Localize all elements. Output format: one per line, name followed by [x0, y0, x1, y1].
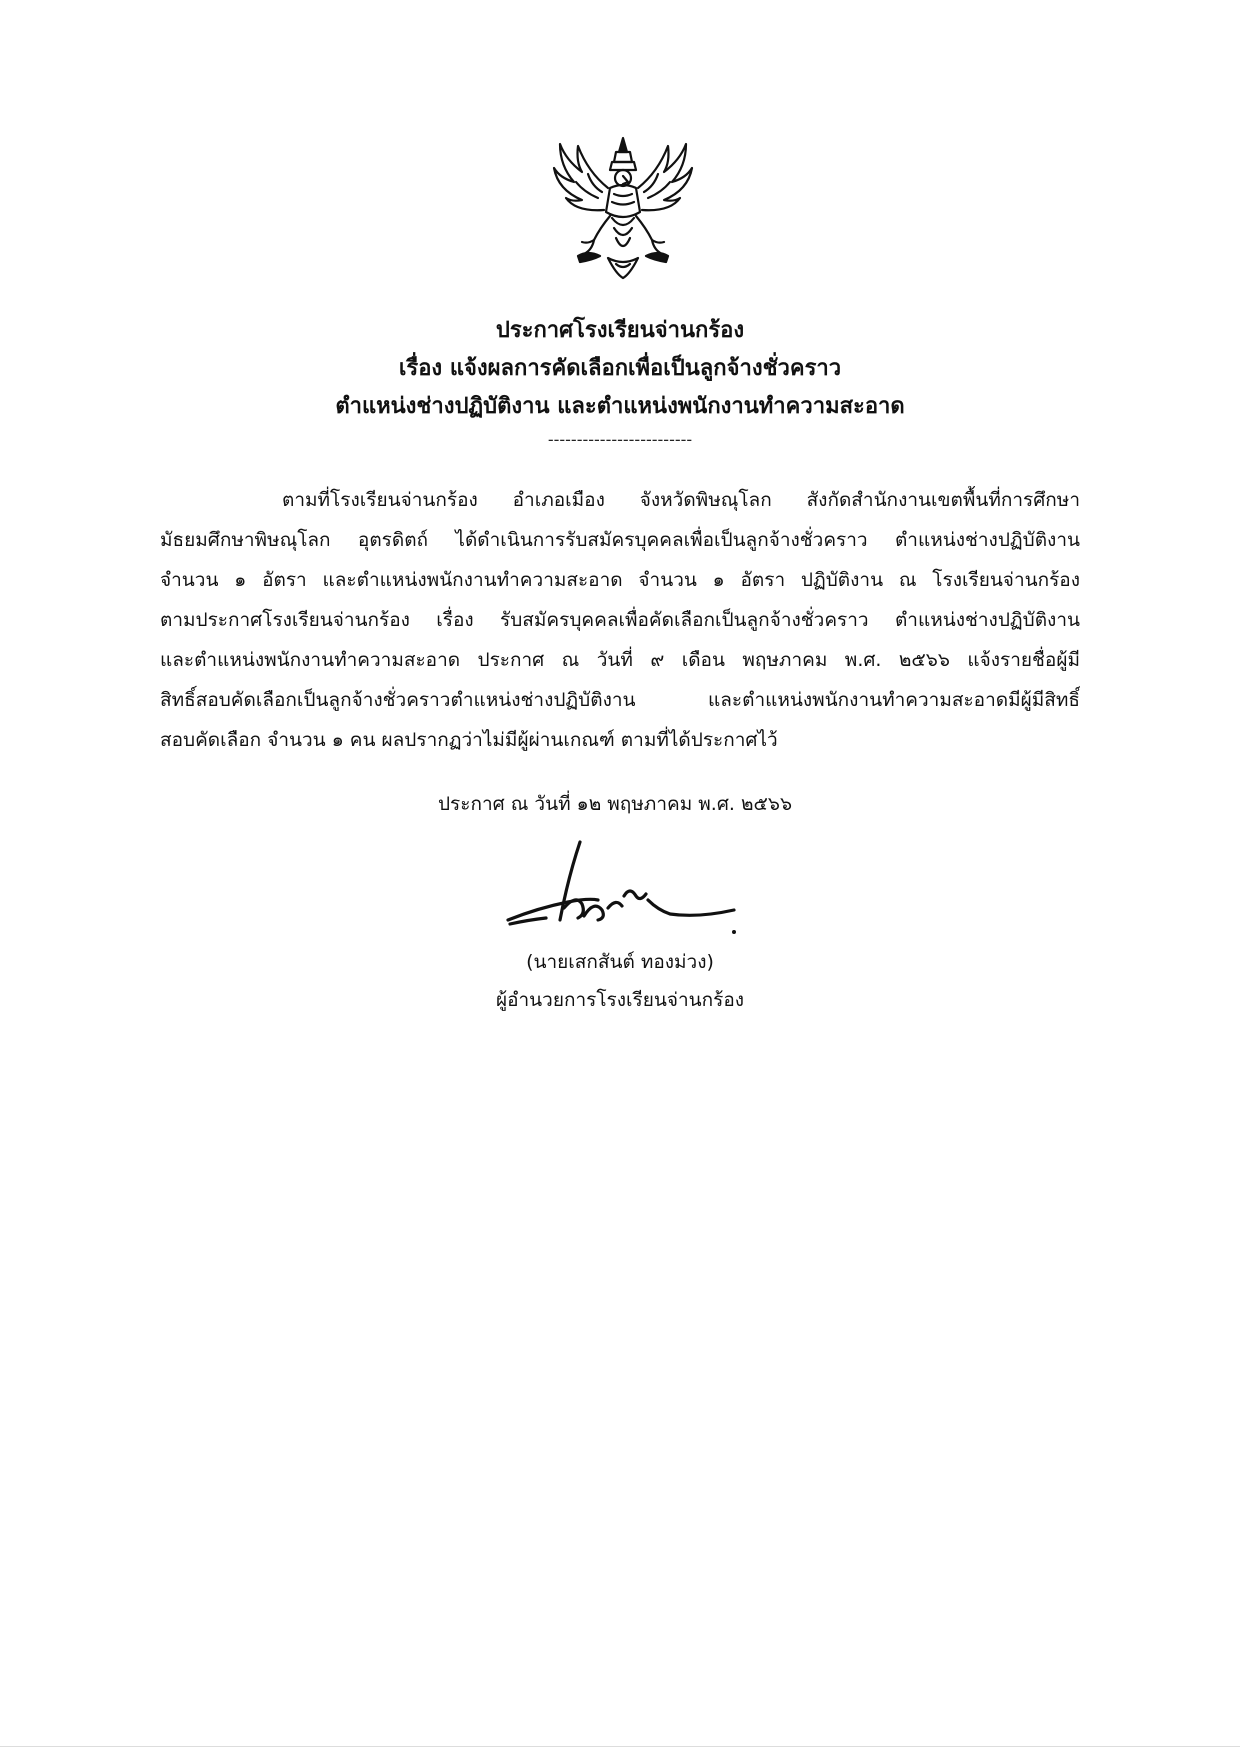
body-line: และตำแหน่งพนักงานทำความสะอาด ประกาศ ณ วันที่ ๙ เดือน พฤษภาคม พ.ศ. ๒๕๖๖ แจ้งรายชื่อผู้มี	[160, 649, 1080, 671]
body-line: สิทธิ์สอบคัดเลือกเป็นลูกจ้างชั่วคราวตำแหน่งช่างปฏิบัติงาน และตำแหน่งพนักงานทำความสะอาดมีผู้มีสิทธิ์	[160, 689, 1080, 711]
garuda-emblem-icon	[548, 132, 698, 282]
body-line: มัธยมศึกษาพิษณุโลก อุตรดิตถ์ ได้ดำเนินการรับสมัครบุคคลเพื่อเป็นลูกจ้างชั่วคราว ตำแหน่งช่างปฏิบัติงาน	[160, 529, 1080, 551]
announcement-date: ประกาศ ณ วันที่ ๑๒ พฤษภาคม พ.ศ. ๒๕๖๖	[438, 793, 793, 815]
signer-name: (นายเสกสันต์ ทองม่วง)	[526, 951, 714, 973]
body-line: ตามประกาศโรงเรียนจ่านกร้อง เรื่อง รับสมัครบุคคลเพื่อคัดเลือกเป็นลูกจ้างชั่วคราว ตำแหน่งช่างปฏิบัติงาน	[160, 609, 1080, 631]
announcement-title: ประกาศโรงเรียนจ่านกร้อง	[495, 318, 745, 343]
body-line: จำนวน ๑ อัตรา และตำแหน่งพนักงานทำความสะอาด จำนวน ๑ อัตรา ปฏิบัติงาน ณ โรงเรียนจ่านกร้อง	[160, 569, 1080, 591]
signature-image	[498, 838, 748, 938]
signer-title: ผู้อำนวยการโรงเรียนจ่านกร้อง	[495, 989, 745, 1011]
announcement-subject: เรื่อง แจ้งผลการคัดเลือกเพื่อเป็นลูกจ้างชั่วคราว	[398, 356, 842, 381]
announcement-body	[160, 480, 1080, 760]
body-line: ตามที่โรงเรียนจ่านกร้อง อำเภอเมือง จังหวัดพิษณุโลก สังกัดสำนักงานเขตพื้นที่การศึกษา	[282, 489, 1080, 511]
scan-edge-line	[0, 1746, 1240, 1747]
body-line: สอบคัดเลือก จำนวน ๑ คน ผลปรากฏว่าไม่มีผู้ผ่านเกณฑ์ ตามที่ได้ประกาศไว้	[160, 729, 778, 751]
announcement-subject-line2: ตำแหน่งช่างปฏิบัติงาน และตำแหน่งพนักงานทำความสะอาด	[335, 394, 905, 419]
title-divider: -------------------------	[547, 430, 693, 449]
